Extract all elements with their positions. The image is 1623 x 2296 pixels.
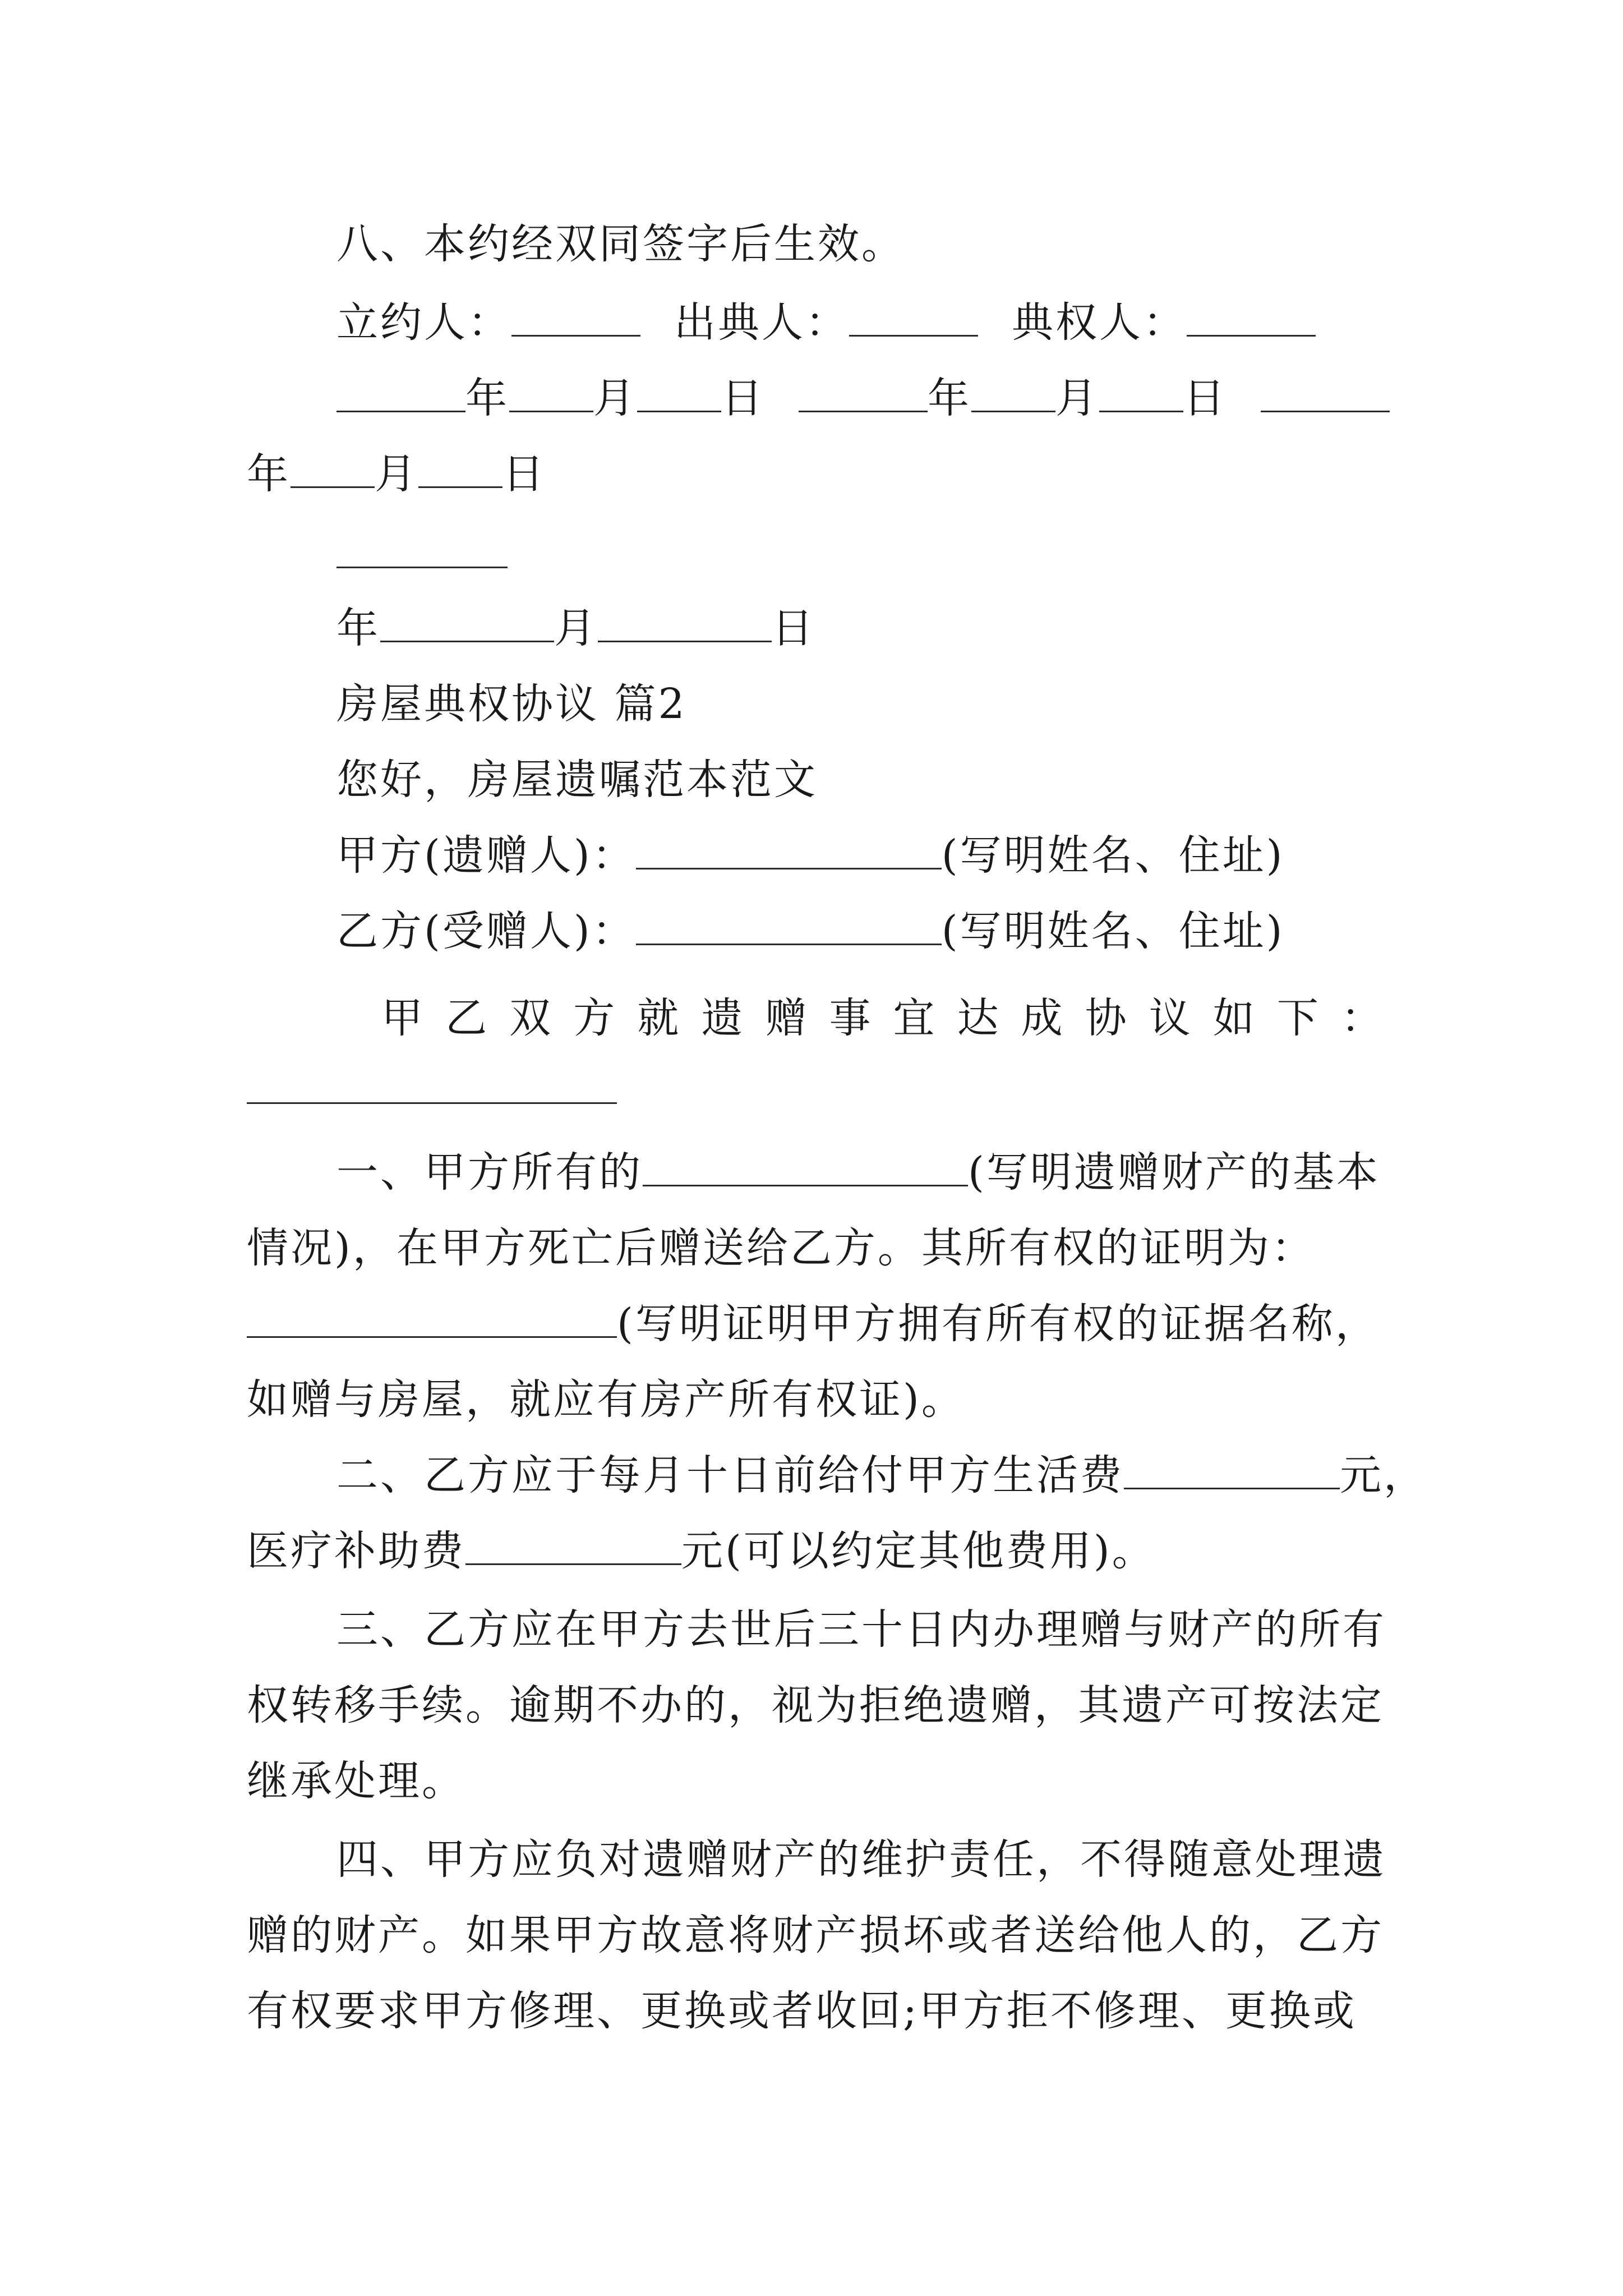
party-a-label: 甲方(遗赠人)： xyxy=(336,831,636,880)
agreement-intro-char: 宜 xyxy=(893,994,935,1042)
month-blank[interactable] xyxy=(380,607,554,642)
clause-3-line-3: 继承处理。 xyxy=(247,1757,465,1805)
clause-1-evidence-note: (写明证明甲方拥有所有权的证据名称， xyxy=(617,1300,1379,1348)
signer-label: 立约人： xyxy=(336,298,511,347)
month-label: 月 xyxy=(375,450,418,498)
agreement-intro-char: 如 xyxy=(1212,994,1255,1042)
pawnor-label: 出典人： xyxy=(674,298,849,347)
month-label: 月 xyxy=(593,374,637,422)
day-label: 日 xyxy=(502,450,546,498)
clause-2-unit: 元， xyxy=(1340,1451,1427,1499)
signers-line xyxy=(336,295,1316,351)
party-b-blank[interactable] xyxy=(636,910,942,945)
pawnor-blank[interactable] xyxy=(849,301,978,337)
month-blank[interactable] xyxy=(291,453,375,488)
party-a-line xyxy=(336,827,1285,884)
pawnee-label: 典权人： xyxy=(1012,298,1187,347)
year-blank[interactable] xyxy=(336,377,465,412)
clause-1-line-4: 如赠与房屋，就应有房产所有权证)。 xyxy=(247,1375,965,1424)
day-blank[interactable] xyxy=(418,453,502,488)
year-label: 年 xyxy=(928,374,971,422)
intro-blank[interactable] xyxy=(247,1102,617,1104)
agreement-intro-char: 协 xyxy=(1085,994,1127,1042)
clause-4-line-2: 赠的财产。如果甲方故意将财产损坏或者送给他人的，乙方 xyxy=(247,1911,1384,1959)
day-label: 日 xyxy=(1183,374,1227,422)
day-label: 日 xyxy=(721,374,765,422)
party-a-blank[interactable] xyxy=(636,834,942,869)
clause-1-note: (写明遗赠财产的基本 xyxy=(968,1148,1380,1197)
agreement-intro-char: 赠 xyxy=(765,994,807,1042)
year-blank[interactable] xyxy=(799,377,928,412)
clause-2-line-2 xyxy=(247,1523,1156,1579)
signer-blank[interactable] xyxy=(511,301,640,337)
party-b-note: (写明姓名、住址) xyxy=(941,907,1285,955)
agreement-intro-char: 方 xyxy=(573,994,615,1042)
dates-line-cont xyxy=(247,446,546,502)
clause-1-line-1 xyxy=(336,1144,1380,1200)
agreement-intro-char: 甲 xyxy=(381,994,423,1042)
pawnee-blank[interactable] xyxy=(1187,301,1316,337)
agreement-intro-char: 事 xyxy=(829,994,871,1042)
agreement-intro-char: 达 xyxy=(957,994,999,1042)
party-b-line xyxy=(336,903,1285,959)
clause-1-line-2: 情况)，在甲方死亡后赠送给乙方。其所有权的证明为： xyxy=(247,1224,1315,1272)
clause-3-line-2: 权转移手续。逾期不办的，视为拒绝遗赠，其遗产可按法定 xyxy=(247,1681,1384,1729)
party-b-label: 乙方(受赠人)： xyxy=(336,907,636,955)
greeting: 您好，房屋遗嘱范本范文 xyxy=(336,756,818,804)
medical-fee-label: 医疗补助费 xyxy=(247,1527,465,1575)
year-label: 年 xyxy=(336,604,380,652)
clause-2-note: 元(可以约定其他费用)。 xyxy=(681,1527,1156,1575)
month-blank[interactable] xyxy=(509,377,593,412)
agreement-intro-char: ： xyxy=(1340,994,1382,1042)
clause-2-line-1 xyxy=(336,1447,1427,1503)
clause-1-text: 一、甲方所有的 xyxy=(336,1148,643,1197)
day-blank[interactable] xyxy=(637,377,721,412)
agreement-intro-char: 双 xyxy=(509,994,551,1042)
living-fee-blank[interactable] xyxy=(1124,1454,1340,1489)
standalone-blank[interactable] xyxy=(336,567,508,568)
medical-fee-blank[interactable] xyxy=(465,1530,681,1565)
agreement-intro-char: 遗 xyxy=(701,994,743,1042)
clause-1-line-3 xyxy=(247,1296,1379,1352)
month-label: 月 xyxy=(1055,374,1099,422)
evidence-blank[interactable] xyxy=(247,1303,617,1338)
clause-3-line-1: 三、乙方应在甲方去世后三十日内办理赠与财产的所有 xyxy=(336,1605,1386,1654)
day-blank[interactable] xyxy=(598,607,772,642)
agreement-intro-char: 成 xyxy=(1021,994,1063,1042)
date-line-2 xyxy=(336,600,815,656)
property-blank[interactable] xyxy=(643,1151,968,1186)
agreement-intro-char: 乙 xyxy=(445,994,487,1042)
clause-2-text: 二、乙方应于每月十日前给付甲方生活费 xyxy=(336,1451,1124,1499)
month-label: 月 xyxy=(554,604,598,652)
year-label: 年 xyxy=(465,374,509,422)
month-blank[interactable] xyxy=(971,377,1055,412)
dates-line xyxy=(336,370,1390,426)
clause-4-line-3: 有权要求甲方修理、更换或者收回;甲方拒不修理、更换或 xyxy=(247,1987,1357,2035)
party-a-note: (写明姓名、住址) xyxy=(941,831,1285,880)
agreement-intro-char: 下 xyxy=(1276,994,1318,1042)
clause-8: 八、本约经双同签字后生效。 xyxy=(336,220,905,268)
day-blank[interactable] xyxy=(1099,377,1183,412)
day-label: 日 xyxy=(772,604,815,652)
year-blank[interactable] xyxy=(1261,377,1390,412)
year-label: 年 xyxy=(247,450,291,498)
clause-4-line-1: 四、甲方应负对遗赠财产的维护责任，不得随意处理遗 xyxy=(336,1835,1386,1884)
section-title: 房屋典权协议 篇2 xyxy=(336,680,687,728)
agreement-intro xyxy=(381,990,1382,1046)
agreement-intro-char: 议 xyxy=(1149,994,1191,1042)
agreement-intro-char: 就 xyxy=(637,994,679,1042)
